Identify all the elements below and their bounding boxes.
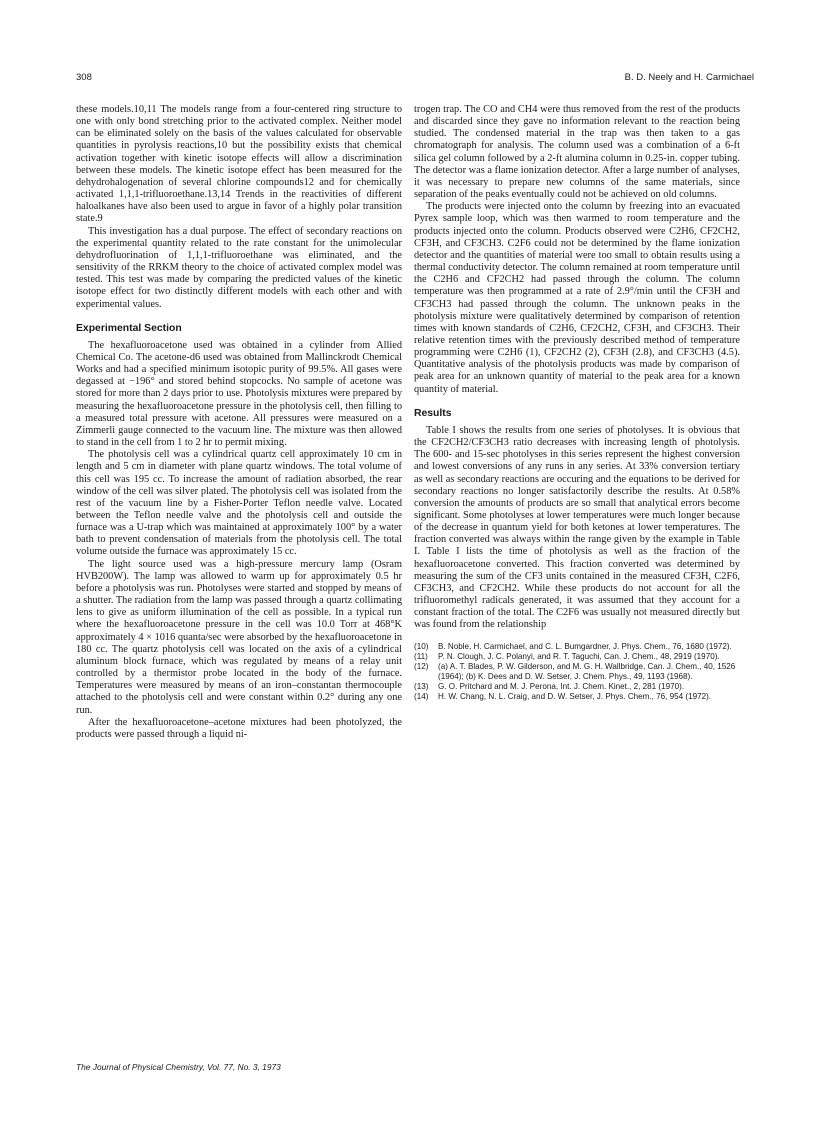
paragraph: The photolysis cell was a cylindrical quartz cell approximately 10 cm in length and 5 cm in diameter with plane quartz windows. The total volume of this cell was 195 cc. To increase the amount of radiation absorbed, the rear window of the cell was silver plated. The photolysis cell was isolated from the rest of the vacuum line by a Fisher-Porter Teflon needle valve. Located between the Teflon needle valve and the photolysis cell and outside the furnace was a U-trap which was maintained at approximately 100° by a water bath to prevent condensation of materials from the photolysis cell. The total volume outside the furnace was approximately 15 cc. bbox=[76, 449, 402, 558]
journal-footer: The Journal of Physical Chemistry, Vol. 77, No. 3, 1973 bbox=[76, 1062, 281, 1072]
paragraph: The light source used was a high-pressure mercury lamp (Osram HVB200W). The lamp was allowed to warm up for approximately 0.5 hr before a photolysis was run. Photolyses were started and stopped by means of a shutter. The radiation from the lamp was passed through a quartz collimating lens to give as uniform illumination of the cell as possible. In a typical run where the hexafluoroacetone pressure in the cell was 10.0 Torr at 468°K approximately 4 × 1016 quanta/sec were absorbed by the hexafluoroacetone in 180 cc. The quartz photolysis cell was located on the axis of a cylindrical aluminum block furnace, which was regulated by means of a relay unit controlled by a thermistor probe located in the body of the furnace. Temperatures were measured by means of an iron–constantan thermocouple attached to the photolysis cell and were constant within 0.2° during any one run. bbox=[76, 558, 402, 716]
reference-text: B. Noble, H. Carmichael, and C. L. Bumgardner, J. Phys. Chem., 76, 1680 (1972). bbox=[438, 641, 732, 651]
running-head: B. D. Neely and H. Carmichael bbox=[624, 72, 754, 83]
left-column bbox=[76, 104, 402, 741]
section-heading-experimental: Experimental Section bbox=[76, 322, 182, 334]
reference-item bbox=[414, 692, 740, 702]
page-number: 308 bbox=[76, 72, 92, 83]
reference-item bbox=[414, 682, 740, 692]
section-heading-results: Results bbox=[414, 407, 452, 419]
reference-number: (12) bbox=[414, 661, 429, 671]
right-column bbox=[414, 104, 740, 702]
reference-text: P. N. Clough, J. C. Polanyi, and R. T. Taguchi, Can. J. Chem., 48, 2919 (1970). bbox=[438, 651, 720, 661]
reference-number: (10) bbox=[414, 641, 429, 651]
paragraph: these models.10,11 The models range from a four-centered ring structure to one with only bond stretching prior to the activated complex. Neither model can be eliminated solely on the basis of the values calculated for observable quantities in pyrolysis reactions,10 but the possibility exists that chemical activation together with kinetic isotope effects will allow a discrimination between these models. The kinetic isotope effect has been measured for the dehydrohalogenation of several chlorine compounds12 and for chemically activated 1,1,1-trifluoroethane.13,14 Trends in the reactivities of different haloalkanes have also been used to argue in favor of a highly polar transition state.9 bbox=[76, 104, 402, 225]
reference-number: (14) bbox=[414, 691, 429, 701]
paragraph: trogen trap. The CO and CH4 were thus removed from the rest of the products and discarded since they gave no information relevant to the reaction being studied. The condensed material in the trap was then taken to a gas chromatograph for analysis. The column used was a combination of a 6-ft silica gel column followed by a 2-ft alumina column in 0.25-in. copper tubing. The detector was a flame ionization detector. After a large number of analyses, it was necessary to prepare new columns of the same materials, since separation of the peaks eventually could not be achieved on old columns. bbox=[414, 104, 740, 201]
paragraph: The hexafluoroacetone used was obtained in a cylinder from Allied Chemical Co. The acetone-d6 used was obtained from Mallinckrodt Chemical Works and had a specified minimum isotopic purity of 99.5%. All gases were degassed at −196° and stored behind stopcocks. No sample of acetone was stored for more than 2 days prior to use. Photolysis mixtures were prepared by measuring the hexafluoroacetone pressure in the photolysis cell, then filling to a measured total pressure with acetone. All pressures were measured on a Zimmerli gauge connected to the vacuum line. The mixture was then allowed to stand in the cell from 1 to 2 hr to permit mixing. bbox=[76, 339, 402, 449]
reference-item bbox=[414, 652, 740, 662]
reference-text: (a) A. T. Blades, P. W. Gilderson, and M. G. H. Wallbridge, Can. J. Chem., 40, 1526 (1964); (b) K. Dees and D. W. Setser, J. Chem. Phys., 49, 1193 (1968). bbox=[438, 661, 736, 681]
reference-item bbox=[414, 642, 740, 652]
references-list bbox=[414, 642, 740, 702]
paragraph: This investigation has a dual purpose. The effect of secondary reactions on the experimental quantity related to the rate constant for the unimolecular dehydrofluorination of 1,1,1-trifluoroethane was eliminated, and the sensitivity of the RRKM theory to the choice of activated complex model was tested. This test was made by comparing the predicted values of the kinetic isotope effect for two distinctly different models with each other and with experimental values. bbox=[76, 225, 402, 310]
paragraph: Table I shows the results from one series of photolyses. It is obvious that the CF2CH2/CF3CH3 ratio decreases with increasing length of photolysis. The 600- and 15-sec photolyses in this series represent the highest conversion and lowest conversions of any runs in any series. At 33% conversion tertiary as well as secondary reactions are occuring and the equations to be derived for secondary reactions no longer satisfactorily describe the results. At 0.58% conversion the amounts of products are so small that analytical errors become significant. Some photolyses at lower temperatures were much longer because of the decrease in quantum yield for both ketones at lower temperatures. The fraction converted was always within the range given by the example in Table I. Table I lists the time of photolysis as well as the fraction of the hexafluoroacetone converted. This fraction converted was determined by measuring the sum of the CF3 units contained in the measured CF3H, C2F6, CF3CH3, and CF2CH2. While these products do not account for all the trifluoromethyl radicals generated, it was assumed that they account for a constant fraction of the total. The C2F6 was usually not measured directly but was found from the relationship bbox=[414, 424, 740, 631]
reference-text: G. O. Pritchard and M. J. Perona, Int. J. Chem. Kinet., 2, 281 (1970). bbox=[438, 681, 685, 691]
paragraph: The products were injected onto the column by freezing into an evacuated Pyrex sample loop, which was then warmed to room temperature and the products injected onto the column. Products observed were C2H6, CF2CH2, CF3H, and CF3CH3. C2F6 could not be determined by the flame ionization detector and the quantities of material were too small to obtain results using a thermal conductivity detector. The column remained at room temperature until the C2H6 and CF2CH2 had passed through the column. The column temperature was then programmed at a rate of 2.9°/min until the CF3H and CF3CH3 had passed through the column. The unknown peaks in the photolysis mixture were qualitatively determined by comparison of retention times with known standards of C2H6, CF2CH2, CF3H, and CF3CH3. Their relative retention times with the previously described method of temperature programming were C2H6 (1), CF2CH2 (2), CF3H (2.8), and CF3CH3 (4.5). Quantitative analysis of the photolysis products was made by comparison of peak area for an unknown quantity of material to the peak area for a known quantity of material. bbox=[414, 201, 740, 395]
reference-item bbox=[414, 662, 740, 682]
paragraph: After the hexafluoroacetone–acetone mixtures had been photolyzed, the products were passed through a liquid ni- bbox=[76, 716, 402, 740]
reference-number: (13) bbox=[414, 681, 429, 691]
reference-text: H. W. Chang, N. L. Craig, and D. W. Setser, J. Phys. Chem., 76, 954 (1972). bbox=[438, 691, 712, 701]
reference-number: (11) bbox=[414, 651, 428, 661]
